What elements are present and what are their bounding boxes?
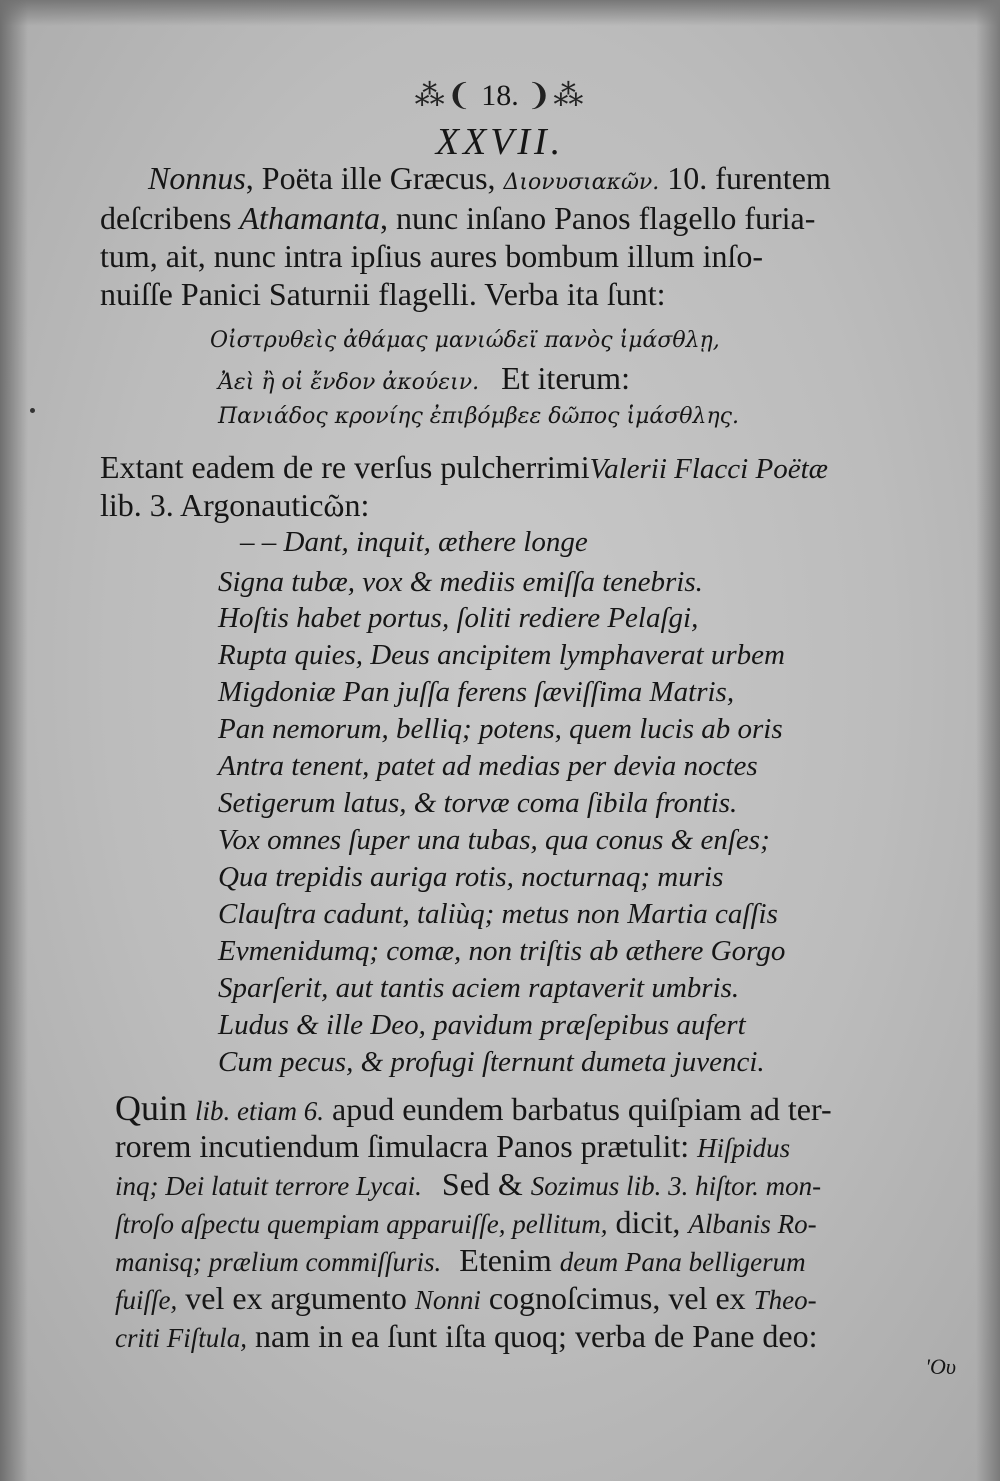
greek-title: Διονυσιακῶν.	[503, 170, 660, 195]
para2-line1	[100, 449, 828, 487]
quote-italic: deum Pana belligerum	[559, 1247, 806, 1277]
text-run: cognoſcimus, vel ex	[488, 1280, 746, 1316]
para1-line4: nuiſſe Panici Saturnii flagelli. Verba ita ſunt:	[100, 276, 666, 312]
text-run: , Poëta ille Græcus,	[245, 160, 496, 196]
greek-text: Ἀεὶ ἢ οἱ ἔνδον ἀκούειν.	[218, 370, 480, 395]
para3-line3	[115, 1166, 821, 1204]
text-run: deſcribens	[100, 200, 232, 236]
para1-line1	[148, 160, 831, 201]
text-run: nam in ea ſunt iſta quoq; verba de Pane deo:	[255, 1318, 818, 1354]
para3-line7	[115, 1318, 818, 1356]
verse-line-15: Cum pecus, & profugi ſternunt dumeta juvenci.	[218, 1046, 765, 1078]
page-edge-shadow-left	[0, 0, 28, 1481]
et-iterum: Et iterum:	[501, 360, 630, 396]
greek-line1: Οἰστρυθεὶς ἀθάμας μανιώδεϊ πανὸς ἱμάσθλῃ,	[210, 328, 720, 353]
quote-italic: criti Fiſtula,	[115, 1323, 247, 1353]
name-theocritus: Theo-	[753, 1285, 817, 1315]
verse-line-5: Migdoniæ Pan juſſa ferens ſæviſſima Matris,	[218, 676, 735, 708]
verse-line-3: Hoſtis habet portus, ſoliti rediere Pelaſgi,	[218, 602, 699, 634]
text-run: apud eundem barbatus quiſpiam ad ter-	[332, 1091, 832, 1127]
verse-line-7: Antra tenent, patet ad medias per devia noctes	[218, 750, 758, 782]
verse-line-8: Setigerum latus, & torvæ coma ſibila frontis.	[218, 787, 738, 819]
text-run: Etenim	[459, 1242, 552, 1278]
text-run: Sed &	[441, 1166, 523, 1202]
name-valerius-flaccus: Valerii Flacci Poëtæ	[589, 453, 828, 485]
verse-line-6: Pan nemorum, belliq; potens, quem lucis ab oris	[218, 713, 783, 745]
running-header	[0, 78, 1000, 113]
verse-line-4: Rupta quies, Deus ancipitem lymphaverat urbem	[218, 639, 786, 671]
page-edge-shadow-right	[976, 0, 1000, 1481]
para1-line3: tum, ait, nunc intra ipſius aures bombum illum inſo-	[100, 238, 764, 274]
verse-line-10: Qua trepidis auriga rotis, nocturnaq; muris	[218, 861, 724, 893]
para3-line2	[115, 1128, 790, 1166]
ornament-left-icon: ⁂❨	[414, 79, 474, 112]
ornament-right-icon: ❩⁂	[526, 79, 586, 112]
greek-line2	[218, 360, 630, 401]
para1-line2	[100, 200, 815, 236]
section-heading: XXVII.	[435, 121, 565, 163]
text-run: , nunc inſano Panos flagello furia-	[379, 200, 816, 236]
text-run: Quin	[115, 1088, 187, 1128]
catchword: 'Ου	[925, 1354, 956, 1379]
para3-line6	[115, 1280, 817, 1318]
verse-line-12: Evmenidumq; comæ, non triſtis ab æthere Gorgo	[218, 935, 786, 967]
para2-line2: lib. 3. Argonauticῶn:	[100, 487, 370, 523]
para3-line1	[115, 1090, 832, 1129]
quote-italic: inq; Dei latuit terrore Lycai.	[115, 1171, 422, 1201]
page-number: 18.	[481, 79, 519, 112]
author-name: Nonnus	[148, 160, 246, 196]
citation: lib. etiam 6.	[195, 1096, 324, 1126]
quote-italic: ſtroſo aſpectu quempiam apparuiſſe, pellitum,	[115, 1209, 608, 1239]
ink-speck	[30, 408, 35, 413]
verse-line-9: Vox omnes ſuper una tubas, qua conus & enſes;	[218, 824, 770, 856]
greek-line3: Πανιάδος κρονίης ἐπιβόμβεε δῶπος ἱμάσθλης.	[218, 404, 739, 429]
name-athamanta: Athamanta	[239, 200, 380, 236]
verse-line-14: Ludus & ille Deo, pavidum præſepibus aufert	[218, 1009, 746, 1041]
name-nonnus: Nonni	[414, 1285, 481, 1315]
para3-line4	[115, 1204, 817, 1242]
quote-italic: fuiſſe,	[115, 1285, 178, 1315]
quote-italic: Albanis Ro-	[688, 1209, 817, 1239]
text-run: Extant eadem de re verſus pulcherrimi	[100, 449, 590, 485]
verse-line-2: Signa tubæ, vox & mediis emiſſa tenebris.	[218, 566, 703, 598]
text-run: rorem incutiendum ſimulacra Panos prætulit:	[115, 1128, 690, 1164]
citation: Sozimus lib. 3. hiſtor. mon-	[530, 1171, 822, 1201]
text-run: 10. furentem	[667, 160, 831, 196]
verse-line-13: Sparſerit, aut tantis aciem raptaverit umbris.	[218, 972, 740, 1004]
text-run: dicit,	[615, 1204, 681, 1240]
page-edge-shadow-top	[0, 0, 1000, 26]
quote-italic: Hiſpidus	[697, 1133, 791, 1163]
text-run: vel ex argumento	[185, 1280, 407, 1316]
verse-line-11: Clauſtra cadunt, taliùq; metus non Martia caſſis	[218, 898, 778, 930]
quote-italic: manisq; prælium commiſſuris.	[115, 1247, 442, 1277]
verse-line-1: – – Dant, inquit, æthere longe	[240, 526, 588, 558]
para3-line5	[115, 1242, 806, 1280]
